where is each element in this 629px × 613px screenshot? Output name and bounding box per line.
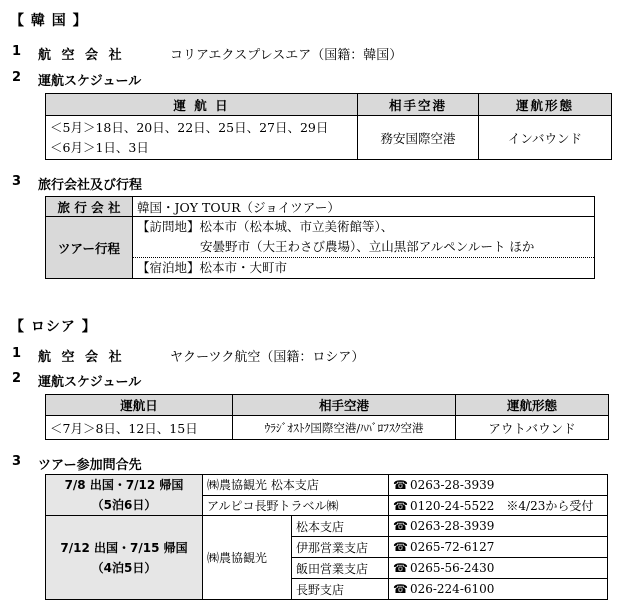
tour2-tel-2-number: 0265-72-6127	[409, 540, 495, 554]
agency-value: 韓国・JOY TOUR（ジョイツアー）	[133, 197, 595, 217]
tour1-tel-1	[389, 475, 608, 496]
korea-schedule-label: 運航スケジュール	[38, 74, 142, 89]
col-header-date: 運航日	[46, 395, 233, 416]
korea-airline-value: コリアエクスプレスエア（国籍：韓国）	[170, 48, 403, 63]
tour2-dates: 7/12 出国・7/15 帰国	[60, 540, 188, 555]
tour1-company-1: ㈱農協観光 松本支店	[203, 475, 389, 496]
tour1-cell	[46, 475, 203, 516]
phone-icon	[393, 478, 410, 492]
tour2-branch-1: 松本支店	[292, 516, 389, 537]
tour1-tel-1-number: 0263-28-3939	[409, 477, 495, 492]
phone-icon	[393, 540, 410, 554]
korea-tour-label: 旅行会社及び行程	[38, 178, 143, 193]
tour2-tel-2	[389, 537, 608, 558]
itinerary-label: ツアー行程	[46, 217, 133, 279]
col-header-type: 運航形態	[479, 94, 612, 116]
tour2-branch-3: 飯田営業支店	[292, 558, 389, 579]
tour1-length: （5泊6日）	[91, 498, 157, 512]
russia-schedule-label: 運航スケジュール	[38, 375, 142, 390]
tour2-cell	[46, 516, 203, 600]
col-header-airport: 相手空港	[233, 395, 456, 416]
col-header-date: 運 航 日	[46, 94, 358, 116]
tour1-tel-2	[389, 495, 608, 516]
tour1-tel-2-number: 0120-24-5522	[409, 498, 495, 513]
tour2-tel-4	[389, 579, 608, 600]
korea-schedule-table	[45, 93, 612, 160]
tour1-company-2: アルピコ長野トラベル㈱	[203, 495, 389, 516]
visit-line-1	[137, 217, 590, 237]
russia-airport: ｳﾗｼﾞｵｽﾄｸ国際空港/ﾊﾊﾞﾛﾌｽｸ空港	[233, 416, 456, 440]
stay-line	[133, 258, 594, 278]
russia-airline-label: 航 空 会 社	[38, 350, 125, 365]
korea-date-line-2: ＜6月＞1日、3日	[50, 139, 149, 155]
russia-schedule-number: 2	[12, 371, 22, 386]
tour2-tel-1	[389, 516, 608, 537]
col-header-type: 運航形態	[456, 395, 609, 416]
tour1-note: ※4/23から受付	[506, 498, 594, 513]
korea-flight-type: インバウンド	[479, 116, 612, 160]
agency-label: 旅 行 会 社	[46, 197, 133, 217]
korea-tour-table	[45, 196, 595, 279]
tour1-dates: 7/8 出国・7/12 帰国	[64, 478, 184, 492]
russia-airline-number: 1	[12, 346, 22, 361]
col-header-airport: 相手空港	[358, 94, 479, 116]
russia-contact-table	[45, 474, 608, 600]
tour2-tel-3	[389, 558, 608, 579]
stay-value: 松本市・大町市	[199, 260, 288, 275]
russia-header: 【 ロシア 】	[10, 319, 97, 335]
tour2-tel-3-number: 0265-56-2430	[409, 561, 495, 575]
russia-flight-type: アウトバウンド	[456, 416, 609, 440]
russia-schedule-date: ＜7月＞8日、12日、15日	[46, 416, 233, 440]
korea-airline-number: 1	[12, 44, 22, 59]
korea-airline-label: 航 空 会 社	[38, 48, 125, 63]
visit-line-2: 安曇野市（大王わさび農場）、立山黒部アルペンルート ほか	[200, 239, 535, 254]
phone-icon	[393, 499, 410, 513]
korea-tour-number: 3	[12, 174, 22, 189]
tour2-branch-2: 伊那営業支店	[292, 537, 389, 558]
korea-airport: 務安国際空港	[358, 116, 479, 160]
korea-schedule-dates	[46, 116, 358, 160]
itinerary-cell	[133, 217, 595, 279]
tour2-tel-4-number: 026-224-6100	[409, 582, 495, 596]
korea-date-line-1: ＜5月＞18日、20日、22日、25日、27日、29日	[50, 119, 329, 135]
tour2-branch-4: 長野支店	[292, 579, 389, 600]
korea-header: 【 韓 国 】	[10, 13, 88, 29]
korea-schedule-number: 2	[12, 70, 22, 85]
russia-schedule-table	[45, 394, 609, 440]
russia-airline-value: ヤクーツク航空（国籍：ロシア）	[170, 350, 365, 365]
phone-icon	[393, 582, 410, 596]
visit-block	[133, 217, 594, 258]
visit-tag: 【訪問地】	[137, 219, 200, 234]
russia-contact-number: 3	[12, 454, 22, 469]
tour2-length: （4泊5日）	[91, 560, 157, 575]
russia-contact-label: ツアー参加問合先	[38, 458, 142, 473]
tour2-tel-1-number: 0263-28-3939	[409, 519, 495, 533]
phone-icon	[393, 519, 410, 533]
tour2-company: ㈱農協観光	[203, 516, 292, 600]
stay-tag: 【宿泊地】	[137, 260, 200, 275]
visit-text-1: 松本市（松本城、市立美術館等）、	[199, 219, 394, 234]
phone-icon	[393, 561, 410, 575]
